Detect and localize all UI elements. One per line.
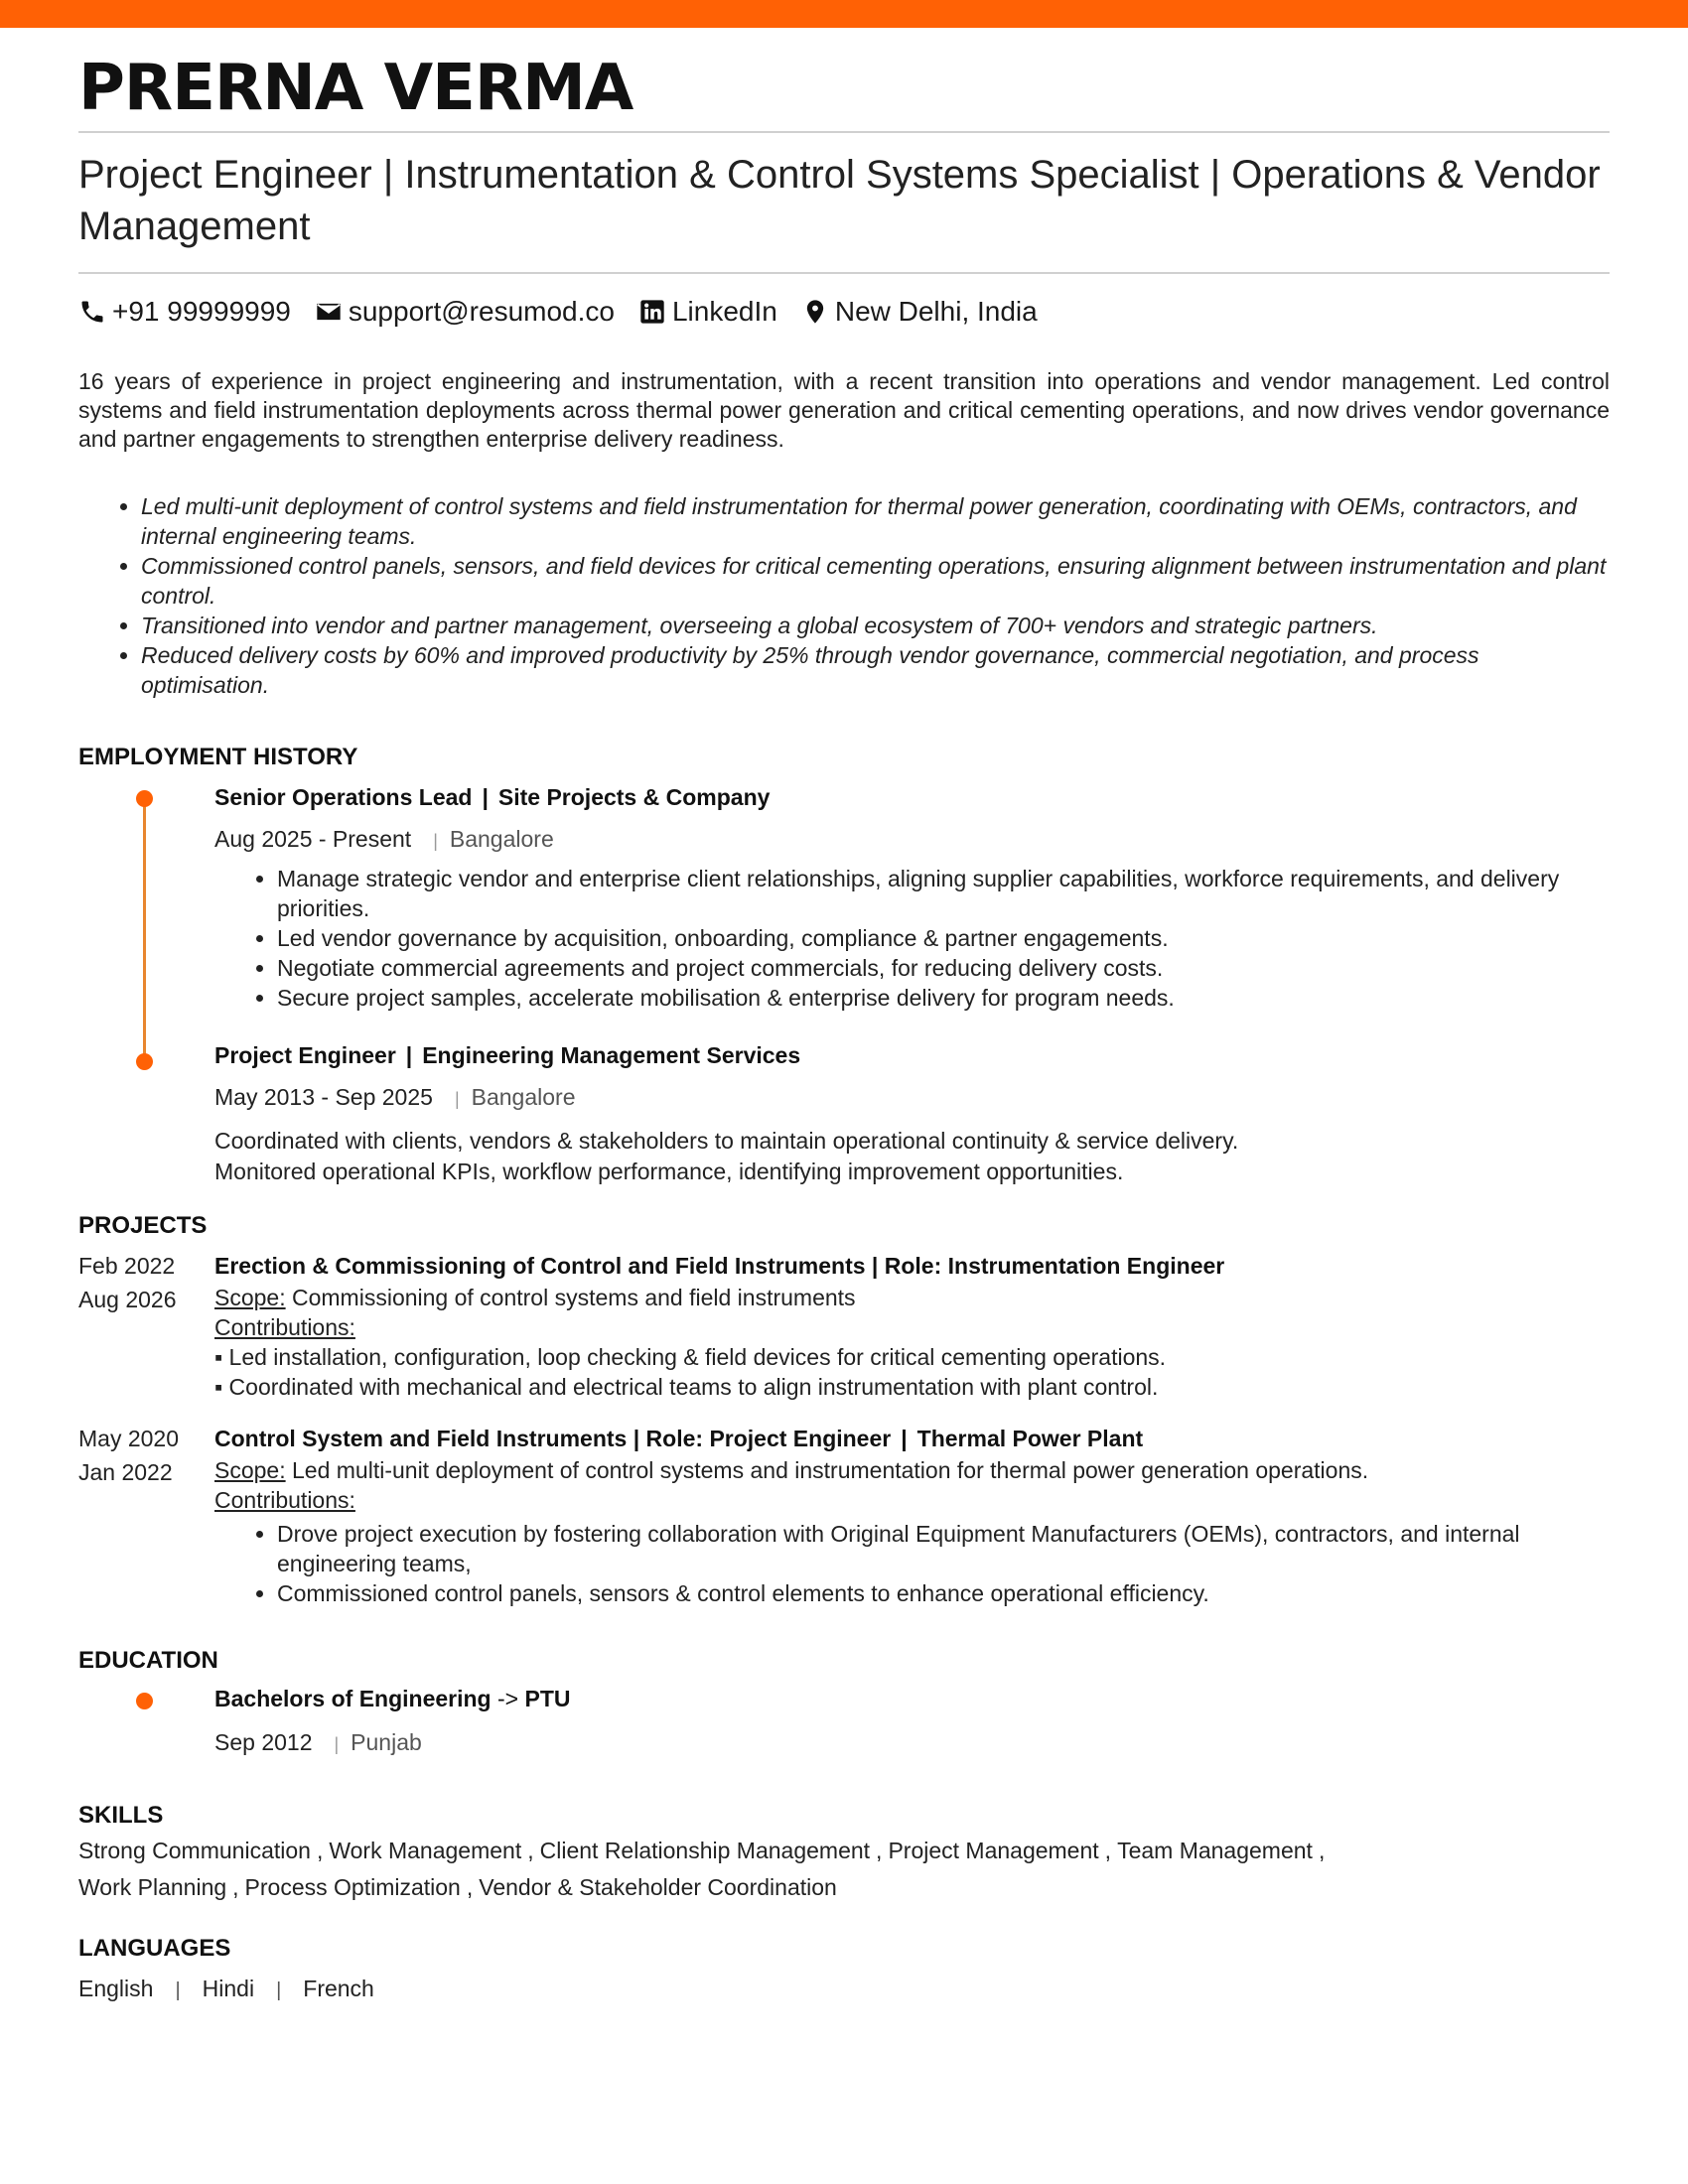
job-company: Engineering Management Services	[422, 1042, 801, 1068]
project-title: Control System and Field Instruments | Role: Project Engineer | Thermal Power Plant	[214, 1426, 1144, 1451]
job-role: Senior Operations Lead	[214, 784, 473, 810]
resume-page	[78, 28, 1610, 2005]
contributions-label: Contributions:	[214, 1314, 355, 1340]
school: PTU	[524, 1686, 571, 1711]
project-dates	[78, 1249, 214, 1402]
job-bullet: • Manage strategic vendor and enterprise client relationships, aligning supplier capabilities, workforce requirements, and delivery priorities.	[277, 864, 1610, 923]
project-title-extra: Thermal Power Plant	[916, 1426, 1144, 1451]
project-end: Jan 2022	[78, 1459, 173, 1485]
highlight-item: • Led multi-unit deployment of control systems and field instrumentation for thermal power generation, coordinating with OEMs, contractors, and internal engineering teams.	[141, 491, 1610, 551]
job-role: Project Engineer	[214, 1042, 396, 1068]
degree-arrow: ->	[497, 1686, 519, 1711]
language-item: Hindi	[202, 1976, 255, 2001]
contribution-item: ▪ Led installation, configuration, loop checking & field devices for critical cementing operations.	[214, 1344, 1167, 1370]
contributions-label: Contributions:	[214, 1487, 355, 1513]
job-bullet: • Led vendor governance by acquisition, onboarding, compliance & partner engagements.	[277, 923, 1610, 953]
project-start: May 2020	[78, 1426, 180, 1451]
divider	[78, 131, 1610, 133]
job-dates: Aug 2025 - Present	[214, 826, 412, 852]
phone-icon	[78, 298, 106, 326]
job-line: Monitored operational KPIs, workflow performance, identifying improvement opportunities.	[214, 1159, 1124, 1184]
candidate-name: PRERNA VERMA	[78, 52, 633, 125]
highlight-item: • Commissioned control panels, sensors, and field devices for critical cementing operations, ensuring alignment between instrumentation and plant control.	[141, 551, 1610, 611]
skill-item: Work Management	[329, 1838, 522, 1863]
skill-item: Project Management	[888, 1838, 1099, 1863]
education-location: Punjab	[351, 1729, 422, 1755]
job-description	[214, 1126, 1610, 1187]
contact-email[interactable]	[315, 292, 615, 332]
language-item: French	[303, 1976, 374, 2001]
job-meta: May 2013 - Sep 2025 | Bangalore	[214, 1084, 576, 1110]
skill-item: Process Optimization	[244, 1874, 461, 1900]
profile-summary: 16 years of experience in project engineering and instrumentation, with a recent transition into operations and vendor management. Led control systems and field instrumentation deployments across thermal power generation and critical cementing operations, and now drives vendor governance and partner engagements to strengthen enterprise delivery readiness.	[78, 368, 1610, 452]
employment-timeline	[78, 782, 1610, 1187]
job-bullet: • Negotiate commercial agreements and project commercials, for reducing delivery costs.	[277, 953, 1610, 983]
project-body	[214, 1249, 1610, 1402]
education-meta: Sep 2012 | Punjab	[214, 1729, 422, 1755]
job-dates: May 2013 - Sep 2025	[214, 1084, 433, 1110]
scope-label: Scope:	[214, 1285, 286, 1310]
skill-item: Vendor & Stakeholder Coordination	[479, 1874, 837, 1900]
section-title-languages: LANGUAGES	[78, 1935, 231, 1962]
education-timeline	[78, 1684, 1610, 1759]
mail-icon	[315, 298, 343, 326]
scope-text: Led multi-unit deployment of control systems and instrumentation for thermal power generation operations.	[292, 1457, 1369, 1483]
project-title: Erection & Commissioning of Control and Field Instruments | Role: Instrumentation Engineer	[214, 1253, 1225, 1279]
job-bullet: • Secure project samples, accelerate mobilisation & enterprise delivery for program needs.	[277, 983, 1610, 1013]
project-end: Aug 2026	[78, 1287, 177, 1312]
contact-row	[78, 292, 1610, 332]
project-entry	[78, 1422, 1610, 1608]
skill-item: Work Planning	[78, 1874, 227, 1900]
divider	[78, 272, 1610, 274]
phone-text: +91 99999999	[112, 296, 291, 327]
education-date: Sep 2012	[214, 1729, 313, 1755]
education-entry	[78, 1684, 1610, 1759]
location-pin-icon	[801, 298, 829, 326]
contribution-text: Coordinated with mechanical and electrical teams to align instrumentation with plant control.	[228, 1374, 1159, 1400]
job-title: Project Engineer | Engineering Management Services	[214, 1042, 801, 1068]
contribution-item: ▪ Coordinated with mechanical and electrical teams to align instrumentation with plant control.	[214, 1374, 1159, 1400]
linkedin-text: LinkedIn	[671, 296, 777, 327]
contact-phone[interactable]	[78, 292, 291, 332]
section-title-skills: SKILLS	[78, 1802, 164, 1829]
education-title	[214, 1684, 1610, 1713]
highlight-item: • Reduced delivery costs by 60% and improved productivity by 25% through vendor governance, commercial negotiation, and process optimisation.	[141, 640, 1610, 700]
job-company: Site Projects & Company	[497, 784, 771, 810]
skill-item: Team Management	[1117, 1838, 1313, 1863]
languages-list: English | Hindi | French	[78, 1976, 374, 2001]
job-location: Bangalore	[449, 826, 554, 852]
degree: Bachelors of Engineering	[214, 1686, 492, 1711]
skill-item: Strong Communication	[78, 1838, 311, 1863]
contact-location	[801, 292, 1038, 332]
language-item: English	[78, 1976, 154, 2001]
project-start: Feb 2022	[78, 1253, 176, 1279]
project-scope	[214, 1283, 1610, 1312]
contact-linkedin[interactable]	[638, 292, 777, 332]
job-line: Coordinated with clients, vendors & stakeholders to maintain operational continuity & service delivery.	[214, 1128, 1239, 1154]
project-title-main: Control System and Field Instruments | Role: Project Engineer	[214, 1426, 892, 1451]
section-title-employment: EMPLOYMENT HISTORY	[78, 744, 358, 770]
contribution-item: • Drove project execution by fostering collaboration with Original Equipment Manufacturers (OEMs), contractors, and internal engineering teams,	[277, 1519, 1610, 1578]
job-entry	[78, 782, 1610, 1013]
highlight-item: • Transitioned into vendor and partner management, overseeing a global ecosystem of 700+ vendors and strategic partners.	[141, 611, 1610, 640]
scope-text: Commissioning of control systems and field instruments	[292, 1285, 856, 1310]
job-entry	[78, 1040, 1610, 1187]
contribution-text: Led installation, configuration, loop checking & field devices for critical cementing operations.	[228, 1344, 1167, 1370]
job-meta: Aug 2025 - Present | Bangalore	[214, 826, 554, 852]
scope-label: Scope:	[214, 1457, 286, 1483]
location-text: New Delhi, India	[834, 296, 1038, 327]
skills-list: Strong Communication , Work Management , Client Relationship Management , Project Management , Team Management , Work Planning , Process Optimization , Vendor & Stakeholder Coordination	[78, 1838, 1326, 1900]
project-scope	[214, 1455, 1610, 1485]
job-bullets	[214, 864, 1610, 1013]
career-highlights	[78, 491, 1610, 700]
contribution-item: • Commissioned control panels, sensors & control elements to enhance operational efficiency.	[277, 1578, 1610, 1608]
linkedin-icon	[638, 298, 666, 326]
job-title: Senior Operations Lead | Site Projects & Company	[214, 784, 771, 810]
job-location: Bangalore	[471, 1084, 576, 1110]
skill-item: Client Relationship Management	[539, 1838, 871, 1863]
project-entry	[78, 1249, 1610, 1402]
headline: Project Engineer | Instrumentation & Control Systems Specialist | Operations & Vendor Management	[78, 153, 1601, 248]
project-dates	[78, 1422, 214, 1608]
accent-top-bar	[0, 0, 1688, 28]
project-body	[214, 1422, 1610, 1608]
contribution-list	[214, 1519, 1610, 1608]
section-title-projects: PROJECTS	[78, 1212, 208, 1239]
email-text: support@resumod.co	[348, 296, 615, 327]
section-title-education: EDUCATION	[78, 1647, 218, 1674]
